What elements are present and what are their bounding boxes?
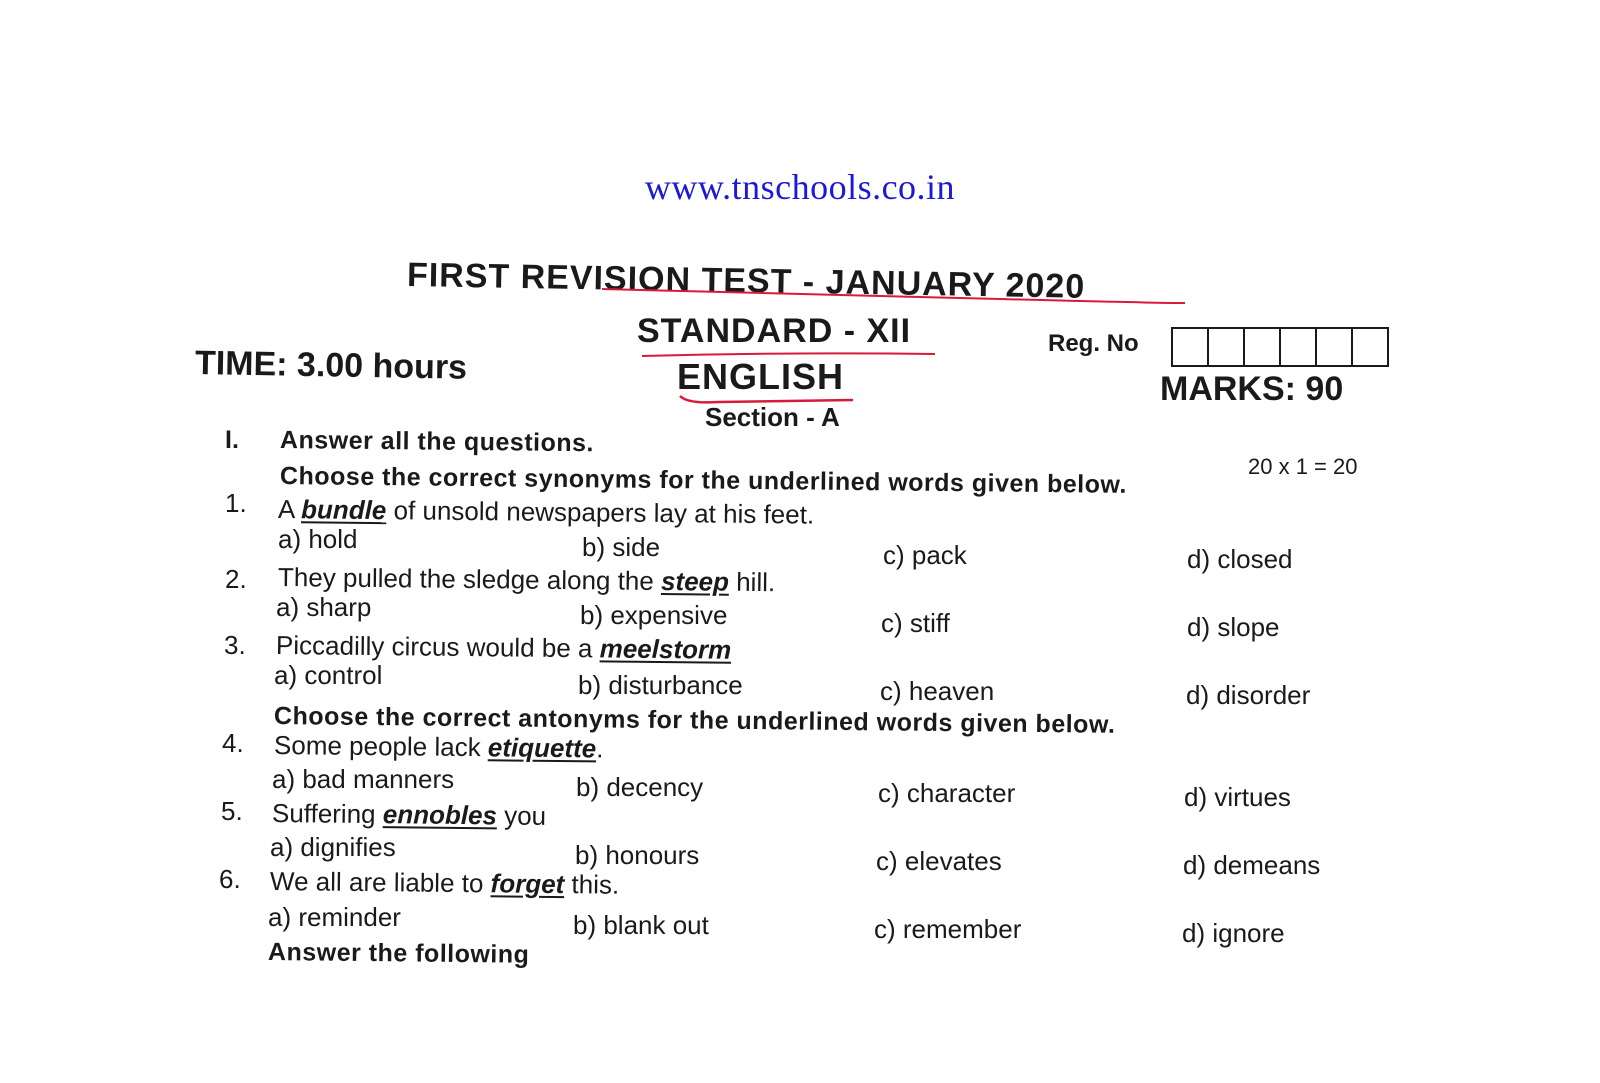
option-d[interactable]: d) slope (1187, 612, 1280, 642)
reg-no-box[interactable] (1173, 329, 1209, 365)
antonyms-instruction: Choose the correct antonyms for the underlined words given below. (273, 702, 1116, 739)
question-number: 1. (225, 488, 247, 518)
option-a[interactable]: a) reminder (268, 902, 401, 932)
next-instruction: Answer the following (267, 938, 530, 969)
part-number: I. (225, 426, 239, 454)
option-a[interactable]: a) dignifies (270, 832, 396, 862)
underlined-word: steep (660, 566, 730, 597)
option-a[interactable]: a) sharp (276, 592, 372, 622)
reg-no-box[interactable] (1209, 329, 1245, 365)
option-b[interactable]: b) blank out (573, 910, 709, 940)
exam-title: FIRST REVISION TEST - JANUARY 2020 (406, 256, 1086, 306)
question-text: Some people lack etiquette. (273, 730, 604, 764)
option-b[interactable]: b) side (582, 532, 661, 562)
option-d[interactable]: d) disorder (1186, 680, 1311, 710)
question-number: 4. (222, 728, 244, 758)
question-number: 3. (224, 630, 246, 660)
question-text: Suffering ennobles you (271, 798, 547, 831)
option-b[interactable]: b) expensive (580, 600, 728, 630)
question-number: 2. (225, 564, 247, 594)
standard-label: STANDARD - XII (637, 312, 912, 350)
question-text: Piccadilly circus would be a meelstorm (275, 630, 732, 665)
mark-scheme: 20 x 1 = 20 (1248, 454, 1358, 479)
underlined-word: forget (490, 868, 565, 900)
option-c[interactable]: c) heaven (880, 676, 995, 706)
underlined-word: etiquette (487, 732, 597, 764)
question-text: A bundle of unsold newspapers lay at his feet. (277, 494, 815, 530)
reg-no-boxes[interactable] (1171, 327, 1389, 367)
option-d[interactable]: d) demeans (1183, 850, 1321, 880)
underlined-word: ennobles (382, 799, 498, 831)
option-c[interactable]: c) stiff (881, 608, 950, 638)
option-d[interactable]: d) closed (1187, 544, 1293, 574)
reg-no-label: Reg. No (1048, 330, 1139, 357)
option-d[interactable]: d) ignore (1182, 918, 1285, 948)
reg-no-box[interactable] (1245, 329, 1281, 365)
website-url: www.tnschools.co.in (644, 167, 956, 207)
option-c[interactable]: c) remember (874, 914, 1022, 944)
option-b[interactable]: b) decency (576, 772, 704, 802)
reg-no-box[interactable] (1317, 329, 1353, 365)
option-a[interactable]: a) hold (278, 524, 358, 554)
red-pen-underline-title (600, 285, 1190, 315)
question-text: We all are liable to forget this. (269, 866, 620, 900)
option-a[interactable]: a) control (274, 660, 383, 690)
part-instruction: Answer all the questions. (279, 426, 595, 458)
time-label: TIME: 3.00 hours (194, 344, 468, 387)
option-c[interactable]: c) elevates (876, 846, 1002, 876)
option-c[interactable]: c) pack (883, 540, 967, 570)
option-a[interactable]: a) bad manners (272, 764, 455, 794)
option-c[interactable]: c) character (878, 778, 1016, 808)
question-number: 5. (221, 796, 243, 826)
underlined-word: meelstorm (599, 633, 732, 665)
subject-label: ENGLISH (677, 356, 845, 397)
option-b[interactable]: b) disturbance (578, 670, 743, 700)
option-d[interactable]: d) virtues (1184, 782, 1291, 812)
question-text: They pulled the sledge along the steep hill. (277, 562, 776, 598)
total-marks: MARKS: 90 (1160, 370, 1344, 408)
reg-no-box[interactable] (1353, 329, 1387, 365)
underlined-word: bundle (300, 494, 387, 526)
section-heading: Section - A (705, 402, 840, 432)
reg-no-box[interactable] (1281, 329, 1317, 365)
synonyms-instruction: Choose the correct synonyms for the underlined words given below. (279, 462, 1128, 499)
option-b[interactable]: b) honours (575, 840, 700, 870)
question-number: 6. (219, 864, 241, 894)
